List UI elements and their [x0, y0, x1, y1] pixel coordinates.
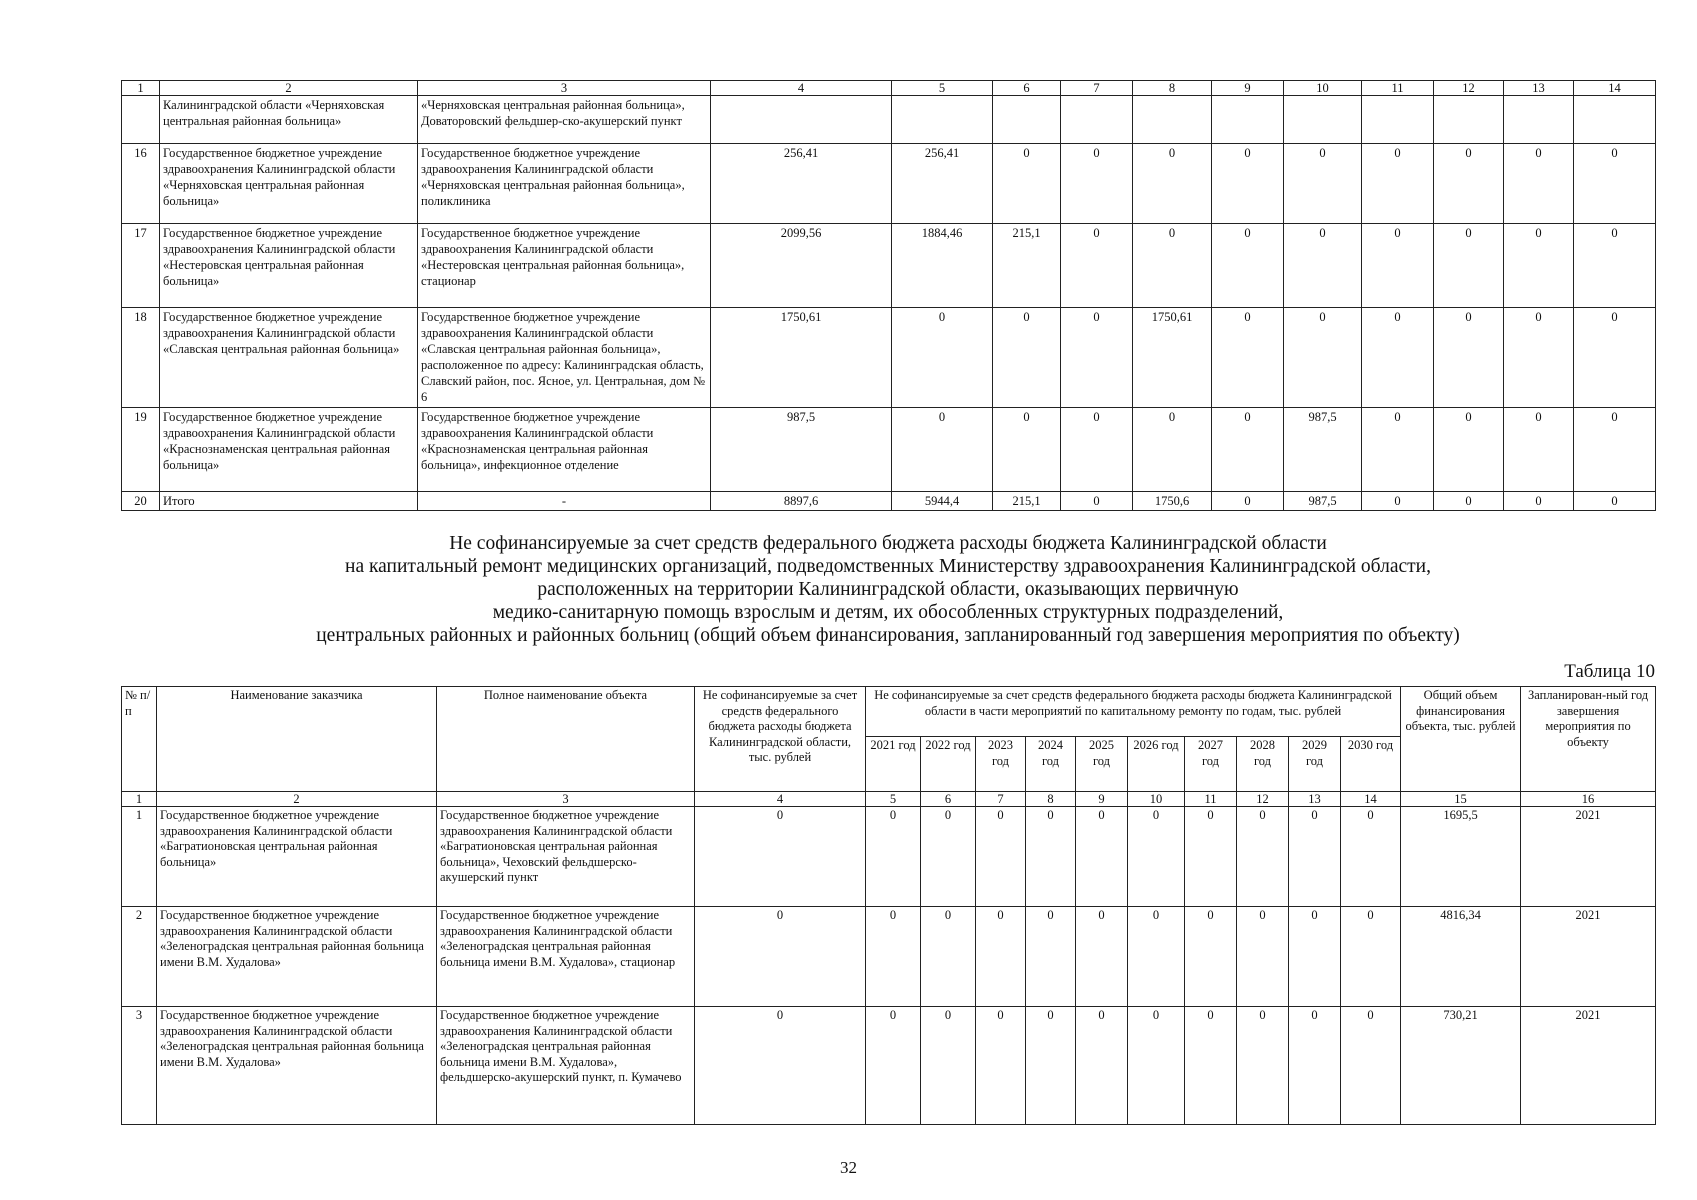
- customer-name: Государственное бюджетное учреждение здравоохранения Калининградской области «Багратионовская центральная районная больница»: [157, 807, 437, 907]
- value-cell: 0: [1061, 408, 1133, 492]
- value-cell: 8897,6: [711, 492, 892, 511]
- header-cell: 7: [1061, 81, 1133, 96]
- total-financing: 4816,34: [1401, 907, 1521, 1007]
- numbering-cell: 7: [976, 792, 1026, 807]
- value-cell: 0: [1362, 144, 1434, 224]
- object-name: Государственное бюджетное учреждение здравоохранения Калининградской области «Нестеровская центральная районная больница», стационар: [418, 224, 711, 308]
- value-cell: 0: [1128, 907, 1185, 1007]
- value-cell: 987,5: [711, 408, 892, 492]
- value-cell: 0: [1284, 144, 1362, 224]
- header-year: 2029 год: [1289, 737, 1341, 792]
- numbering-cell: 14: [1341, 792, 1401, 807]
- value-cell: 0: [1076, 1007, 1128, 1125]
- header-cell: 9: [1212, 81, 1284, 96]
- value-cell: 0: [1284, 224, 1362, 308]
- customer-name: Государственное бюджетное учреждение здравоохранения Калининградской области «Зеленоградская центральная районная больница имени В.М. Худалова»: [157, 907, 437, 1007]
- value-cell: 0: [1341, 807, 1401, 907]
- numbering-cell: 15: [1401, 792, 1521, 807]
- section-title-line: на капитальный ремонт медицинских организаций, подведомственных Министерству здравоохранения Калининградской области,: [345, 556, 1431, 577]
- value-cell: 0: [1362, 408, 1434, 492]
- numbering-cell: 8: [1026, 792, 1076, 807]
- value-cell: 0: [1128, 807, 1185, 907]
- value-cell: 215,1: [993, 224, 1061, 308]
- value-cell: [1061, 96, 1133, 144]
- value-cell: 0: [695, 807, 866, 907]
- planned-year: 2021: [1521, 907, 1656, 1007]
- value-cell: 0: [1212, 144, 1284, 224]
- table-row: [122, 807, 1656, 907]
- value-cell: 0: [1185, 907, 1237, 1007]
- value-cell: [1284, 96, 1362, 144]
- value-cell: [892, 96, 993, 144]
- customer-name: Государственное бюджетное учреждение здравоохранения Калининградской области «Черняховская центральная районная больница»: [160, 144, 418, 224]
- value-cell: 0: [892, 408, 993, 492]
- value-cell: 0: [921, 907, 976, 1007]
- value-cell: 0: [1362, 224, 1434, 308]
- value-cell: 0: [1026, 807, 1076, 907]
- header-cell: 11: [1362, 81, 1434, 96]
- value-cell: 0: [1061, 144, 1133, 224]
- value-cell: 0: [1133, 408, 1212, 492]
- value-cell: 1884,46: [892, 224, 993, 308]
- value-cell: 0: [892, 308, 993, 408]
- value-cell: 0: [1237, 807, 1289, 907]
- object-name: Государственное бюджетное учреждение здравоохранения Калининградской области «Славская центральная районная больница», расположенное по адресу: Калининградская область, Славский район, пос. Ясное, ул. Центральная, дом № 6: [418, 308, 711, 408]
- header-year: 2026 год: [1128, 737, 1185, 792]
- table-row: [122, 224, 1656, 308]
- header-year: 2027 год: [1185, 737, 1237, 792]
- value-cell: 0: [866, 907, 921, 1007]
- value-cell: 0: [1133, 224, 1212, 308]
- value-cell: 0: [1504, 492, 1574, 511]
- value-cell: 0: [1434, 224, 1504, 308]
- table-row: [122, 907, 1656, 1007]
- value-cell: [1133, 96, 1212, 144]
- value-cell: 0: [993, 308, 1061, 408]
- value-cell: 0: [1289, 907, 1341, 1007]
- header-year: 2024 год: [1026, 737, 1076, 792]
- total-row: [122, 492, 1656, 511]
- value-cell: [993, 96, 1061, 144]
- numbering-row: [122, 792, 1656, 807]
- header-by-year: Не софинансируемые за счет средств федерального бюджета расходы бюджета Калининградской области в части мероприятий по капитальному ремонту по годам, тыс. рублей: [866, 687, 1401, 737]
- numbering-cell: 2: [157, 792, 437, 807]
- row-number: 1: [122, 807, 157, 907]
- value-cell: 0: [1504, 308, 1574, 408]
- header-object: Полное наименование объекта: [437, 687, 695, 792]
- page-number: 32: [840, 1158, 857, 1177]
- header-total-financing: Общий объем финансирования объекта, тыс. рублей: [1401, 687, 1521, 792]
- header-customer: Наименование заказчика: [157, 687, 437, 792]
- header-year: 2025 год: [1076, 737, 1128, 792]
- value-cell: [1434, 96, 1504, 144]
- value-cell: 0: [1185, 807, 1237, 907]
- table-row: [122, 1007, 1656, 1125]
- header-cell: 13: [1504, 81, 1574, 96]
- value-cell: 0: [1076, 807, 1128, 907]
- value-cell: 0: [1061, 224, 1133, 308]
- table-row: [122, 408, 1656, 492]
- header-cell: 1: [122, 81, 160, 96]
- object-name: «Черняховская центральная районная больница», Доватоpовский фельдшер-ско-акушерский пункт: [418, 96, 711, 144]
- value-cell: 0: [1504, 144, 1574, 224]
- value-cell: 0: [1061, 492, 1133, 511]
- customer-name: Государственное бюджетное учреждение здравоохранения Калининградской области «Нестеровская центральная районная больница»: [160, 224, 418, 308]
- value-cell: 5944,4: [892, 492, 993, 511]
- object-name: Государственное бюджетное учреждение здравоохранения Калининградской области «Багратионовская центральная районная больница», Чеховский фельдшерско-акушерский пункт: [437, 807, 695, 907]
- value-cell: 0: [1504, 408, 1574, 492]
- value-cell: [1212, 96, 1284, 144]
- value-cell: 0: [1026, 1007, 1076, 1125]
- value-cell: 0: [695, 1007, 866, 1125]
- value-cell: 1750,61: [1133, 308, 1212, 408]
- object-name: Государственное бюджетное учреждение здравоохранения Калининградской области «Зеленоградская центральная районная больница имени В.М. Худалова», фельдшерско-акушерский пункт, п. Кумачево: [437, 1007, 695, 1125]
- value-cell: 0: [1237, 1007, 1289, 1125]
- numbering-cell: 3: [437, 792, 695, 807]
- table-label: Таблица 10: [1564, 661, 1655, 682]
- value-cell: 0: [1133, 144, 1212, 224]
- numbering-cell: 9: [1076, 792, 1128, 807]
- header-total-budget: Не софинансируемые за счет средств федерального бюджета расходы бюджета Калининградской области, тыс. рублей: [695, 687, 866, 792]
- value-cell: 1750,61: [711, 308, 892, 408]
- header-cell: 14: [1574, 81, 1656, 96]
- value-cell: 0: [1026, 907, 1076, 1007]
- value-cell: 0: [1341, 907, 1401, 1007]
- header-cell: 3: [418, 81, 711, 96]
- customer-name: Государственное бюджетное учреждение здравоохранения Калининградской области «Краснознаменская центральная районная больница»: [160, 408, 418, 492]
- value-cell: 0: [1289, 807, 1341, 907]
- value-cell: 0: [695, 907, 866, 1007]
- value-cell: 0: [1574, 224, 1656, 308]
- value-cell: 0: [1434, 492, 1504, 511]
- value-cell: 0: [976, 1007, 1026, 1125]
- value-cell: 0: [1212, 308, 1284, 408]
- value-cell: 0: [976, 907, 1026, 1007]
- planned-year: 2021: [1521, 807, 1656, 907]
- row-number: 16: [122, 144, 160, 224]
- row-number: [122, 96, 160, 144]
- object-name: Государственное бюджетное учреждение здравоохранения Калининградской области «Зеленоградская центральная районная больница имени В.М. Худалова», стационар: [437, 907, 695, 1007]
- bottom-table: [121, 686, 1656, 1125]
- total-financing: 1695,5: [1401, 807, 1521, 907]
- row-number: 2: [122, 907, 157, 1007]
- value-cell: 0: [1128, 1007, 1185, 1125]
- value-cell: 0: [1434, 144, 1504, 224]
- numbering-cell: 11: [1185, 792, 1237, 807]
- value-cell: 0: [1434, 408, 1504, 492]
- top-table: [121, 80, 1656, 511]
- section-title-line: Не софинансируемые за счет средств федерального бюджета расходы бюджета Калининградской области: [449, 533, 1327, 554]
- customer-name: Итого: [160, 492, 418, 511]
- header-year: 2023 год: [976, 737, 1026, 792]
- header-cell: 6: [993, 81, 1061, 96]
- planned-year: 2021: [1521, 1007, 1656, 1125]
- numbering-cell: 10: [1128, 792, 1185, 807]
- table-row: [122, 308, 1656, 408]
- header-year: 2022 год: [921, 737, 976, 792]
- total-financing: 730,21: [1401, 1007, 1521, 1125]
- header-cell: 10: [1284, 81, 1362, 96]
- value-cell: [1574, 96, 1656, 144]
- header-year: 2030 год: [1341, 737, 1401, 792]
- value-cell: [711, 96, 892, 144]
- numbering-cell: 1: [122, 792, 157, 807]
- row-number: 20: [122, 492, 160, 511]
- value-cell: 2099,56: [711, 224, 892, 308]
- numbering-cell: 12: [1237, 792, 1289, 807]
- customer-name: Государственное бюджетное учреждение здравоохранения Калининградской области «Зеленоградская центральная районная больница имени В.М. Худалова»: [157, 1007, 437, 1125]
- value-cell: 0: [1574, 492, 1656, 511]
- table-row: [122, 144, 1656, 224]
- value-cell: 0: [993, 144, 1061, 224]
- value-cell: 0: [1212, 492, 1284, 511]
- value-cell: 0: [1434, 308, 1504, 408]
- customer-name: Калининградской области «Черняховская центральная районная больница»: [160, 96, 418, 144]
- value-cell: [1504, 96, 1574, 144]
- value-cell: 0: [1076, 907, 1128, 1007]
- header-row: [122, 687, 1656, 737]
- numbering-cell: 5: [866, 792, 921, 807]
- value-cell: 1750,6: [1133, 492, 1212, 511]
- value-cell: 0: [1362, 492, 1434, 511]
- header-year: 2028 год: [1237, 737, 1289, 792]
- value-cell: 0: [976, 807, 1026, 907]
- header-planned-year: Запланирован-ный год завершения мероприятия по объекту: [1521, 687, 1656, 792]
- value-cell: [1362, 96, 1434, 144]
- table-row: [122, 96, 1656, 144]
- header-cell: 5: [892, 81, 993, 96]
- row-number: 3: [122, 1007, 157, 1125]
- value-cell: 215,1: [993, 492, 1061, 511]
- value-cell: 0: [993, 408, 1061, 492]
- row-number: 18: [122, 308, 160, 408]
- section-title-line: центральных районных и районных больниц (общий объем финансирования, запланированный год завершения мероприятия по объекту): [316, 625, 1460, 646]
- section-title: [121, 532, 1655, 647]
- value-cell: 0: [1574, 308, 1656, 408]
- object-name: Государственное бюджетное учреждение здравоохранения Калининградской области «Черняховская центральная районная больница», поликлиника: [418, 144, 711, 224]
- value-cell: 0: [1284, 308, 1362, 408]
- value-cell: 0: [1574, 144, 1656, 224]
- numbering-cell: 13: [1289, 792, 1341, 807]
- value-cell: 0: [1504, 224, 1574, 308]
- header-year: 2021 год: [866, 737, 921, 792]
- value-cell: 0: [921, 807, 976, 907]
- object-name: -: [418, 492, 711, 511]
- header-cell: 12: [1434, 81, 1504, 96]
- top-table-header-row: [122, 81, 1656, 96]
- value-cell: 0: [1362, 308, 1434, 408]
- row-number: 19: [122, 408, 160, 492]
- value-cell: 987,5: [1284, 492, 1362, 511]
- customer-name: Государственное бюджетное учреждение здравоохранения Калининградской области «Славская центральная районная больница»: [160, 308, 418, 408]
- header-cell: 8: [1133, 81, 1212, 96]
- value-cell: 0: [1061, 308, 1133, 408]
- value-cell: 256,41: [711, 144, 892, 224]
- value-cell: 0: [1185, 1007, 1237, 1125]
- section-title-line: медико-санитарную помощь взрослым и детям, их обособленных структурных подразделений,: [492, 602, 1284, 623]
- header-cell: 4: [711, 81, 892, 96]
- row-number: 17: [122, 224, 160, 308]
- value-cell: 0: [866, 1007, 921, 1125]
- value-cell: 0: [921, 1007, 976, 1125]
- value-cell: 0: [1574, 408, 1656, 492]
- object-name: Государственное бюджетное учреждение здравоохранения Калининградской области «Краснознаменская центральная районная больница», инфекционное отделение: [418, 408, 711, 492]
- header-num: № п/п: [122, 687, 157, 792]
- value-cell: 0: [1212, 224, 1284, 308]
- value-cell: 0: [866, 807, 921, 907]
- value-cell: 0: [1289, 1007, 1341, 1125]
- numbering-cell: 16: [1521, 792, 1656, 807]
- value-cell: 0: [1237, 907, 1289, 1007]
- value-cell: 0: [1212, 408, 1284, 492]
- value-cell: 256,41: [892, 144, 993, 224]
- value-cell: 0: [1341, 1007, 1401, 1125]
- value-cell: 987,5: [1284, 408, 1362, 492]
- numbering-cell: 4: [695, 792, 866, 807]
- header-cell: 2: [160, 81, 418, 96]
- section-title-line: расположенных на территории Калининградской области, оказывающих первичную: [537, 579, 1239, 600]
- numbering-cell: 6: [921, 792, 976, 807]
